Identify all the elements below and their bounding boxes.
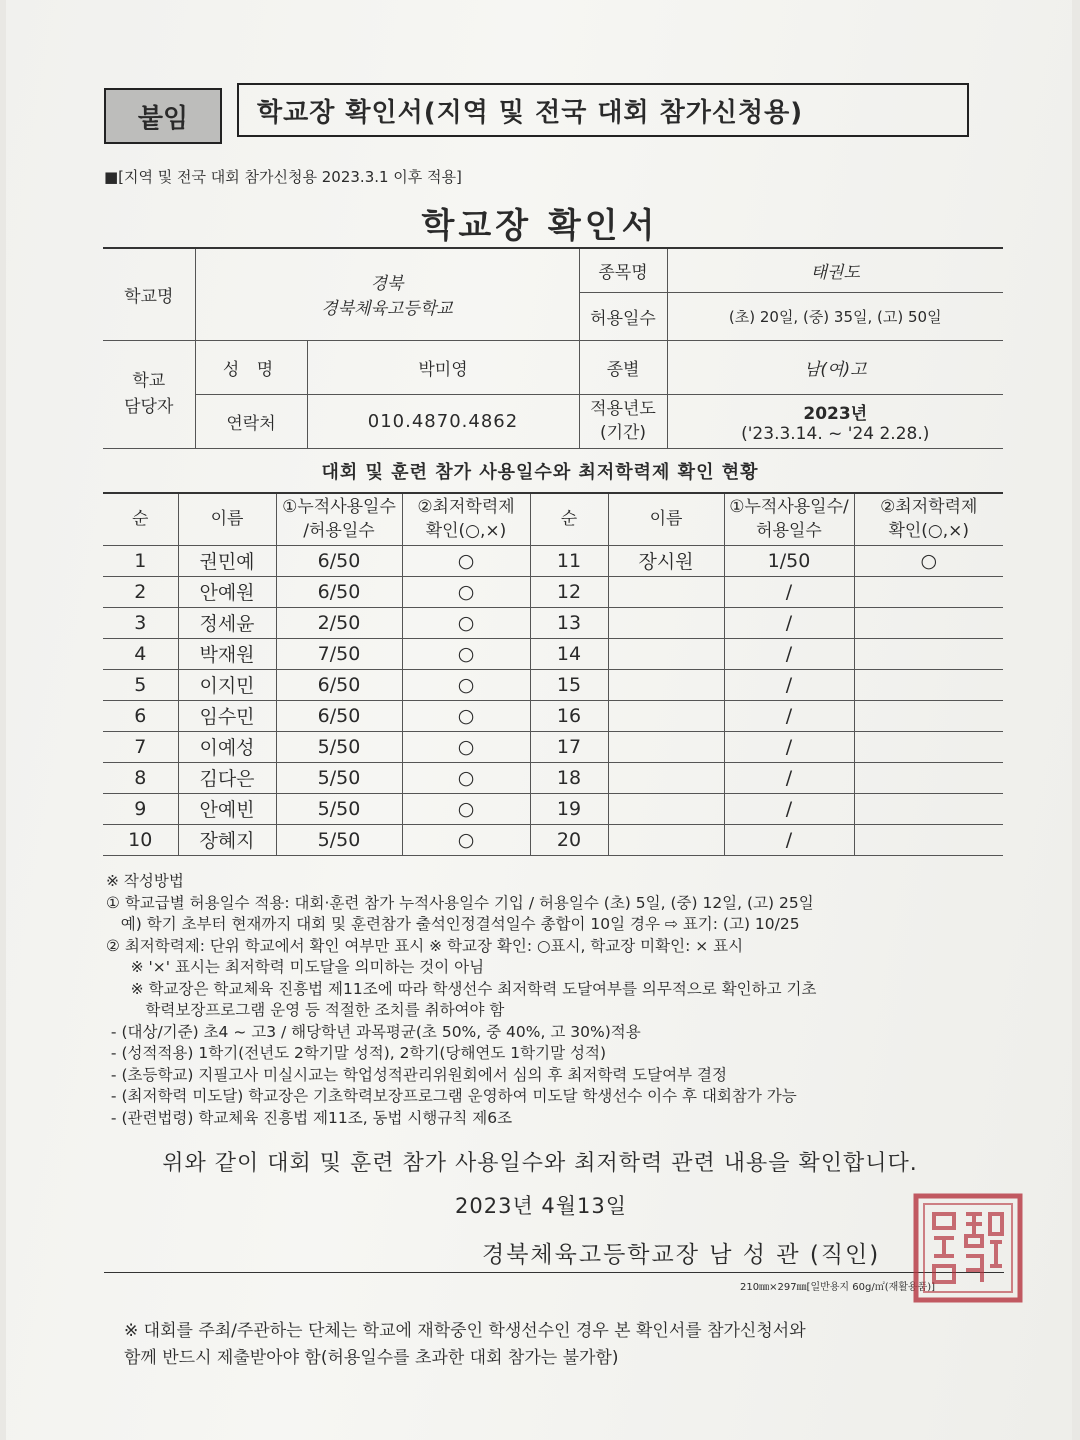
- instruction-line: ② 최저학력제: 단위 학교에서 확인 여부만 표시 ※ 학교장 확인: ○표시, 학교장 미확인: × 표시: [106, 936, 744, 955]
- instruction-line: ※ '×' 표시는 최저학력 미도달을 의미하는 것이 아님: [106, 958, 485, 976]
- table-row: [103, 762, 1003, 793]
- cell-no2: 18: [530, 762, 608, 793]
- cell-check: ○: [402, 824, 530, 855]
- table-row: [103, 576, 1003, 607]
- cell-no: 4: [103, 638, 178, 669]
- cell-days: 5/50: [276, 824, 402, 855]
- cell-check: ○: [402, 762, 530, 793]
- instruction-line: 학력보장프로그램 운영 등 적절한 조치를 취하여야 함: [106, 1001, 505, 1019]
- usage-log-table: [103, 492, 1003, 856]
- cell-days: 5/50: [276, 762, 402, 793]
- period-value: ('23.3.14. ~ '24 2.28.): [741, 423, 930, 444]
- cell-days2: 1/50: [724, 545, 854, 576]
- table-row: [103, 545, 1003, 576]
- header-check-2: ②최저학력제 확인(○,×): [854, 493, 1003, 545]
- cell-name2: [608, 576, 724, 607]
- cell-check2: [854, 731, 1003, 762]
- cell-days: 5/50: [276, 793, 402, 824]
- allowed-label: 허용일수: [579, 292, 667, 340]
- cell-check: ○: [402, 700, 530, 731]
- table-row: [103, 793, 1003, 824]
- header-check: ②최저학력제 확인(○,×): [402, 493, 530, 545]
- table-row: [103, 607, 1003, 638]
- cell-name2: [608, 700, 724, 731]
- cell-name: 정세윤: [178, 607, 276, 638]
- cell-name: 안예빈: [178, 793, 276, 824]
- cell-name2: [608, 793, 724, 824]
- principal-signature-line: 경북체육고등학교장 남 성 관 (직인): [482, 1242, 881, 1268]
- cell-name2: [608, 731, 724, 762]
- name-label: 성 명: [195, 340, 307, 394]
- cell-days: 6/50: [276, 545, 402, 576]
- cell-check2: [854, 793, 1003, 824]
- cell-days: 6/50: [276, 576, 402, 607]
- year-value: 2023년: [803, 403, 868, 424]
- instruction-line: - (관련법령) 학교체육 진흥법 제11조, 동법 시행규칙 제6조: [106, 1108, 513, 1127]
- header-no-2: 순: [530, 493, 608, 545]
- cell-check2: [854, 762, 1003, 793]
- official-seal-stamp: [910, 1190, 1026, 1306]
- cell-days: 6/50: [276, 700, 402, 731]
- cell-name2: [608, 762, 724, 793]
- attachment-badge: 붙임: [104, 88, 222, 144]
- cell-name2: [608, 824, 724, 855]
- cell-no: 5: [103, 669, 178, 700]
- cell-name2: [608, 638, 724, 669]
- cell-no2: 19: [530, 793, 608, 824]
- cell-name2: [608, 607, 724, 638]
- cell-check2: [854, 700, 1003, 731]
- manager-label: 학교 담당자: [103, 340, 195, 448]
- school-info-table: [103, 247, 1003, 449]
- contact-label: 연락처: [195, 394, 307, 448]
- table-row: [103, 731, 1003, 762]
- table-row: [103, 669, 1003, 700]
- cell-name: 박재원: [178, 638, 276, 669]
- cell-days2: /: [724, 607, 854, 638]
- school-cell: [195, 248, 579, 340]
- cell-no: 1: [103, 545, 178, 576]
- instruction-line: ※ 학교장은 학교체육 진흥법 제11조에 따라 학생선수 최저학력 도달여부를 의무적으로 확인하고 기초: [106, 979, 817, 998]
- table-row: [103, 700, 1003, 731]
- cell-name: 이지민: [178, 669, 276, 700]
- cell-days: 7/50: [276, 638, 402, 669]
- cell-check2: [854, 824, 1003, 855]
- name-value: 박미영: [307, 340, 579, 394]
- cell-days: 5/50: [276, 731, 402, 762]
- divider: [104, 1272, 1004, 1273]
- cell-check: ○: [402, 545, 530, 576]
- instruction-line: - (초등학교) 지필고사 미실시교는 학업성적관리위원회에서 심의 후 최저학력 도달여부 결정: [106, 1065, 727, 1084]
- cell-days2: /: [724, 669, 854, 700]
- cell-no2: 17: [530, 731, 608, 762]
- cell-check: ○: [402, 731, 530, 762]
- cell-no: 3: [103, 607, 178, 638]
- cell-check: ○: [402, 607, 530, 638]
- header-days: ①누적사용일수 /허용일수: [276, 493, 402, 545]
- cell-check2: [854, 576, 1003, 607]
- cell-no2: 16: [530, 700, 608, 731]
- instructions: [106, 871, 1016, 1129]
- allowed-value: (초) 20일, (중) 35일, (고) 50일: [667, 292, 1003, 340]
- school-region: 경북: [370, 274, 404, 295]
- confirmation-statement: 위와 같이 대회 및 훈련 참가 사용일수와 최저학력 관련 내용을 확인합니다.: [162, 1151, 918, 1176]
- cell-check2: [854, 638, 1003, 669]
- year-cell: [667, 394, 1003, 448]
- instruction-line: - (성적적용) 1학기(전년도 2학기말 성적), 2학기(당해연도 1학기말 성적): [106, 1044, 606, 1062]
- cell-check: ○: [402, 793, 530, 824]
- cell-check: ○: [402, 669, 530, 700]
- cell-name: 장혜지: [178, 824, 276, 855]
- cell-no2: 13: [530, 607, 608, 638]
- instruction-line: ① 학교급별 허용일수 적용: 대회·훈련 참가 누적사용일수 기입 / 허용일수 (초) 5일, (중) 12일, (고) 25일: [106, 893, 814, 912]
- cell-no2: 15: [530, 669, 608, 700]
- contact-value: 010.4870.4862: [307, 394, 579, 448]
- cell-no: 2: [103, 576, 178, 607]
- cell-check2: ○: [854, 545, 1003, 576]
- cell-days: 2/50: [276, 607, 402, 638]
- cell-no2: 11: [530, 545, 608, 576]
- header-days-2: ①누적사용일수/ 허용일수: [724, 493, 854, 545]
- cell-check2: [854, 607, 1003, 638]
- cell-check: ○: [402, 638, 530, 669]
- cell-no: 10: [103, 824, 178, 855]
- cell-no: 9: [103, 793, 178, 824]
- instruction-line: 예) 학기 초부터 현재까지 대회 및 훈련참가 출석인정결석일수 총합이 10일 경우 ⇨ 표기: (고) 10/25: [106, 915, 800, 933]
- header-no: 순: [103, 493, 178, 545]
- cell-days2: /: [724, 700, 854, 731]
- school-label: 학교명: [103, 248, 195, 340]
- gender-value: 남(여)고: [667, 340, 1003, 394]
- table-row: [103, 824, 1003, 855]
- submission-notice: ※ 대회를 주최/주관하는 단체는 학교에 재학중인 학생선수인 경우 본 확인서를 참가신청서와 함께 반드시 제출받아야 함(허용일수를 초과한 대회 참가는 불가함): [124, 1321, 806, 1368]
- cell-no: 7: [103, 731, 178, 762]
- event-label: 종목명: [579, 248, 667, 292]
- cell-check: ○: [402, 576, 530, 607]
- cell-days2: /: [724, 762, 854, 793]
- cell-no2: 20: [530, 824, 608, 855]
- applies-note: ■[지역 및 전국 대회 참가신청용 2023.3.1 이후 적용]: [104, 168, 462, 186]
- cell-days2: /: [724, 793, 854, 824]
- header-name: 이름: [178, 493, 276, 545]
- cell-days: 6/50: [276, 669, 402, 700]
- paper-spec: 210㎜×297㎜[일반용지 60g/㎡(재활용품)]: [740, 1282, 936, 1293]
- log-subtitle: 대회 및 훈련 참가 사용일수와 최저학력제 확인 현황: [321, 462, 759, 483]
- cell-days2: /: [724, 576, 854, 607]
- cell-name2: 장시원: [608, 545, 724, 576]
- instruction-line: - (대상/기준) 초4 ~ 고3 / 해당학년 과목평균(초 50%, 중 40%, 고 30%)적용: [106, 1022, 641, 1041]
- instruction-line: ※ 작성방법: [106, 872, 184, 890]
- cell-name: 임수민: [178, 700, 276, 731]
- cell-name2: [608, 669, 724, 700]
- cell-check2: [854, 669, 1003, 700]
- event-value: 태권도: [667, 248, 1003, 292]
- year-label: 적용년도 (기간): [579, 394, 667, 448]
- form-title-box: 학교장 확인서(지역 및 전국 대회 참가신청용): [237, 83, 969, 137]
- cell-no2: 14: [530, 638, 608, 669]
- school-name: 경북체육고등학교: [321, 299, 453, 320]
- usage-log-body: [103, 545, 1003, 855]
- header-name-2: 이름: [608, 493, 724, 545]
- cell-name: 권민예: [178, 545, 276, 576]
- cell-name: 이예성: [178, 731, 276, 762]
- cell-days2: /: [724, 824, 854, 855]
- cell-days2: /: [724, 731, 854, 762]
- cell-days2: /: [724, 638, 854, 669]
- cell-no: 6: [103, 700, 178, 731]
- document-title: 학교장 확인서: [421, 206, 659, 246]
- gender-label: 종별: [579, 340, 667, 394]
- cell-name: 김다은: [178, 762, 276, 793]
- instruction-line: - (최저학력 미도달) 학교장은 기초학력보장프로그램 운영하여 미도달 학생선수 이수 후 대회참가 가능: [106, 1087, 797, 1105]
- issue-date: 2023년 4월13일: [455, 1194, 628, 1218]
- cell-name: 안예원: [178, 576, 276, 607]
- table-row: [103, 638, 1003, 669]
- cell-no: 8: [103, 762, 178, 793]
- cell-no2: 12: [530, 576, 608, 607]
